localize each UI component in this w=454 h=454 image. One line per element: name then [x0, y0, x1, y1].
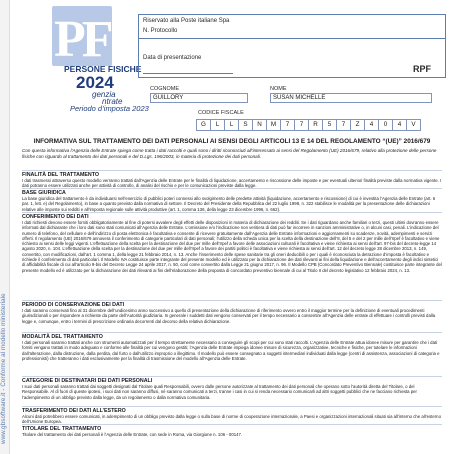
privacy-notice-intro: Con questa informativa l’Agenzia delle Entrate spiega come tratta i dati raccolti e quali sono i diritti riconosciuti all’interessato ai sensi del Regolamento (UE) 2016/679, relativo alla protezione delle persone fisiche con riguardo al trattamento dei dati personali e del D.Lgs. 196/2003, in materia di protezione dei dati personali. — [22, 148, 437, 159]
section-title: CATEGORIE DI DESTINATARI DEI DATI PERSONALI — [22, 378, 153, 384]
cognome-field[interactable]: GUILLORY — [150, 93, 248, 103]
cf-char: 5 — [323, 119, 337, 131]
left-margin-strip — [0, 0, 10, 454]
privacy-notice-title: INFORMATIVA SUL TRATTAMENTO DEI DATI PERSONALI AI SENSI DEGLI ARTICOLI 13 E 14 DEL REGOLAMENTO “(UE)” 2016/679 — [33, 138, 431, 145]
section-body: I dati trasmessi attraverso questo modello verranno trattati dall’Agenzia delle Entrate per le finalità di liquidazione, accertamento e riscossione delle imposte e per eventuali ulteriori finalità previste dalla normativa vigente. I dati potranno essere utilizzati anche per attività di controllo, di analisi del rischio e per le comunicazioni previste dalla legge. — [22, 178, 442, 189]
section-body: Alcuni dati potrebbero essere comunicati, in adempimento di un obbligo previsto dalla legge o sulla base di norme di cooperazione internazionale, a Paesi e organizzazioni internazionali situati sia all’interno che all’esterno dell’Unione Europea. — [22, 414, 441, 425]
section-destinatari — [22, 376, 442, 400]
date-underline — [143, 73, 233, 74]
cf-char: M — [267, 119, 281, 131]
reserved-label: Riservato alla Poste italiane Spa — [143, 18, 230, 24]
cf-char: 7 — [337, 119, 351, 131]
section-title: BASE GIURIDICA — [22, 190, 66, 196]
cf-char: G — [196, 119, 211, 131]
cf-char: 7 — [295, 119, 309, 131]
pf-mark: PF — [52, 6, 112, 66]
section-titolare — [22, 424, 442, 437]
section-title: TITOLARE DEL TRATTAMENTO — [22, 426, 102, 432]
cf-char: N — [253, 119, 267, 131]
section-title: TRASFERIMENTO DEI DATI ALL’ESTERO — [22, 408, 126, 414]
section-conferimento — [22, 212, 442, 273]
cf-char: S — [239, 119, 253, 131]
form-logo — [44, 6, 149, 113]
section-body: I suoi dati personali saranno trattati dai soggetti designati dal Titolare quali Responsabili, ovvero dalle persone autorizzate al trattamento dei dati personali che operano sotto l’autorità diretta del Titolare, o del Responsabile. Al di fuori di queste ipotesi, i suoi dati non saranno diffusi, né saranno comunicati a terzi, tranne i casi in cui si renda necessario comunicarli ad altri soggetti pubblici che ne facciano richiesta per l’adempimento di un obbligo previsto dalla legge, da un regolamento o dalla normativa comunitaria. — [22, 384, 417, 400]
section-body: I dati richiesti devono essere forniti obbligatoriamente al fine di potersi avvalere degli effetti delle disposizioni in materia di dichiarazione dei redditi. Se i dati riguardano anche familiari o terzi, questi ultimi dovranno essere informati dal dichiarante che i loro dati sono stati comunicati all’Agenzia delle Entrate. L’omissione e/o l’indicazione non veritiera di dati può far incorrere in sanzioni amministrative o, in alcuni casi, penali. L’indicazione del numero di telefono, del cellulare e dell’indirizzo di posta elettronica è facoltativa e consente di ricevere gratuitamente dall’Agenzia delle Entrate informazioni e aggiornamenti su scadenze, novità, adempimenti e servizi offerti. Il regolamento (UE) 2016/679 annovera il conferimento di categorie particolari di dati personali; l’utilizzo della scheda unica per la scelta della destinazione dell’8, del 5 e del 2 per mille dell’Irpef è facoltativo e viene richiesto ai sensi delle leggi vigenti. L’effettuazione della scelta per la destinazione del due per mille dell’Irpef a favore delle associazioni culturali è facoltativa e viene richiesta ai sensi dell’art. 97-bis del decreto-legge 14 agosto 2020, n. 104. L’effettuazione della scelta per la destinazione del due per mille dell’Irpef a favore dei partiti politici è facoltativa e viene richiesta ai sensi dell’art. 12 del decreto legge 28 dicembre 2013, n. 149, convertito, con modificazioni, dall’art. 1 comma 1, della legge 21 febbraio 2014, n. 13. Anche l’inserimento delle spese sanitarie tra gli oneri deducibili o per i quali è riconosciuta la detrazione d’imposta è facoltativo e richiede il conferimento di dati particolari. Il Modello IVA costituisce parte integrante del presente modello ed è utilizzato per la dichiarazione dei dati rilevanti ai fini della liquidazione e dell’accertamento degli indici sintetici di affidabilità fiscale di cui all’articolo 9-bis del Decreto Legge 24 aprile 2017, n. 50, così come convertito dalla Legge 21 giugno 2017, n. 96. Il Modello CPB (Concordato Preventivo Biennale) costituisce parte integrante del presente modello ed è utilizzato per la dichiarazione dei dati rilevanti ai fini dell’elaborazione della proposta di concordato preventivo biennale di cui al Titolo II del decreto legislativo 12 febbraio 2024, n. 13. — [22, 220, 442, 273]
logo-entrate: ntrate — [102, 97, 123, 106]
logo-tax-period: Periodo d’imposta 2023 — [70, 104, 149, 113]
logo-persone-fisiche: PERSONE FISICHE — [64, 64, 142, 74]
nome-field[interactable]: SUSAN MICHELLE — [270, 93, 432, 103]
cf-char: 7 — [281, 119, 295, 131]
codice-fiscale-field[interactable] — [196, 119, 421, 131]
header-divider — [139, 38, 445, 39]
section-base-giuridica — [22, 188, 442, 212]
section-title: PERIODO DI CONSERVAZIONE DEI DATI — [22, 302, 125, 308]
protocol-label: N. Protocollo — [143, 28, 178, 34]
vertical-watermark-text: www.gbsoftware.it - Conforme al modello ministeriale — [0, 293, 7, 444]
section-title: CONFERIMENTO DEI DATI — [22, 214, 89, 220]
logo-year: 2024 — [76, 73, 114, 92]
section-modalita — [22, 332, 442, 361]
cf-char: L — [225, 119, 239, 131]
section-title: MODALITÀ DEL TRATTAMENTO — [22, 334, 103, 340]
cognome-label: COGNOME — [150, 86, 180, 92]
section-title: FINALITÀ DEL TRATTAMENTO — [22, 172, 99, 178]
section-trasferimento — [22, 406, 442, 425]
cf-char: 4 — [393, 119, 407, 131]
cf-char: R — [309, 119, 323, 131]
section-body: Titolare del trattamento dei dati personali è l’Agenzia delle Entrate, con sede in Roma, via Giorgione n. 106 - 00147. — [22, 432, 243, 437]
section-body: La base giuridica del trattamento è da individuarsi nell’esercizio di pubblici poteri connessi allo svolgimento delle predette attività (liquidazione, accertamento e riscossione) di cui è investita l’Agenzia delle Entrate (art. 6 par. 1, lett. e) del Regolamento), in base a quanto previsto dalla normativa di settore. Il Decreto del Presidente della Repubblica del 22 luglio 1998, n. 322 stabilisce le modalità per la presentazione delle dichiarazioni relative alle imposte sui redditi e all’imposta regionale sulle attività produttive (art. 1, comma 136, della legge 23 dicembre 1996, n. 662). — [22, 196, 436, 212]
cf-char: Z — [351, 119, 365, 131]
logo-agenzia: genzia — [92, 90, 116, 99]
submission-date-label: Data di presentazione — [143, 55, 202, 61]
cf-char: V — [407, 119, 421, 131]
post-office-reserved-box — [138, 14, 446, 78]
section-finalita — [22, 170, 442, 189]
cf-char: L — [211, 119, 225, 131]
codice-fiscale-label: CODICE FISCALE — [198, 110, 244, 116]
nome-label: NOME — [270, 86, 287, 92]
section-body: I dati saranno conservati fino al 31 dicembre dell’undicesimo anno successivo a quello di presentazione della dichiarazione di riferimento ovvero entro il maggior termine per la definizione di eventuali procedimenti giurisdizionali o per rispondere a richieste da parte dell’Autorità giudiziaria. In generale i suddetti dati vengono conservati per il tempo necessario a consentire all’Agenzia delle entrate di effettuare i controlli previsti dalla legge e, comunque, entro i termini di prescrizione ordinaria decorrenti dal decorso della relativa dichiarazione. — [22, 308, 436, 324]
form-code: RPF — [413, 64, 431, 74]
cf-char: 4 — [365, 119, 379, 131]
section-body: I dati personali saranno trattati anche con strumenti automatizzati per il tempo strettamente necessario a conseguire gli scopi per cui sono stati raccolti. L’Agenzia delle Entrate attua idonee misure per garantire che i dati forniti vengano trattati in modo adeguato e conforme alle finalità per cui vengono gestiti; l’Agenzia delle Entrate impiega idonee misure di sicurezza, organizzative, tecniche e fisiche, per tutelare le informazioni dall’alterazione, dalla distruzione, dalla perdita, dal furto o dall’utilizzo improprio o illegittimo. Il modello può essere consegnato a soggetti intermediari individuati dalla legge (centri di assistenza, associazioni di categoria e professionisti) che tratteranno i dati esclusivamente per la finalità di trasmissione del modello all’Agenzia delle Entrate. — [22, 340, 440, 361]
cf-char: 0 — [379, 119, 393, 131]
section-conservazione — [22, 300, 442, 324]
